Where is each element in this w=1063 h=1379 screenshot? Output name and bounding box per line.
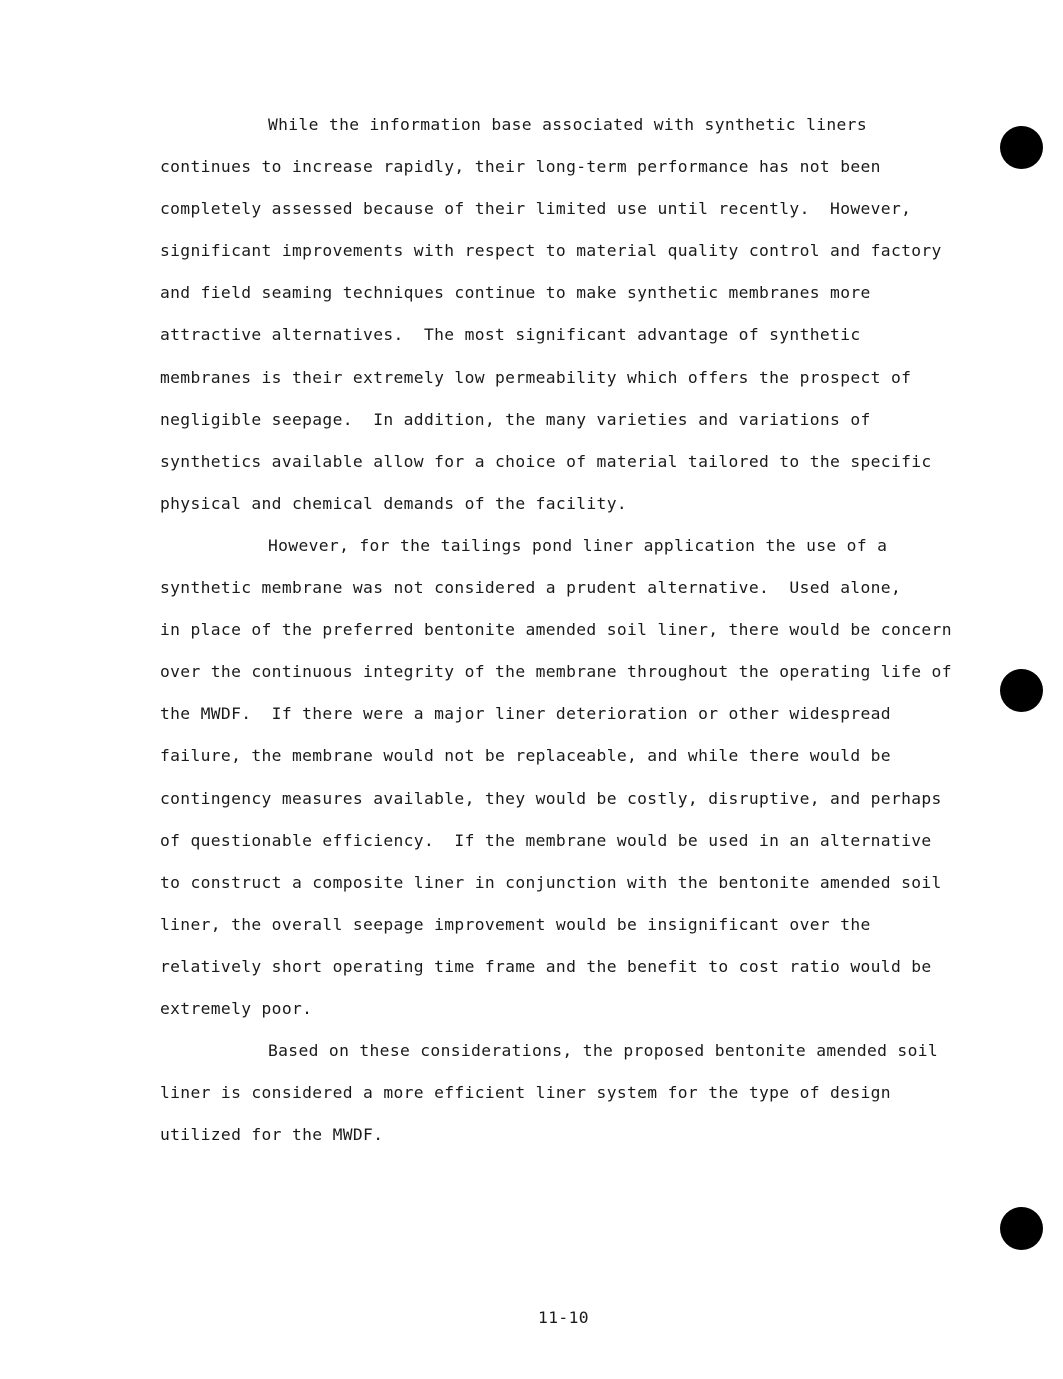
paragraph-1 [160,104,1000,525]
text-line: liner, the overall seepage improvement would be insignificant over the [160,914,871,934]
text-line: liner is considered a more efficient liner system for the type of design [160,1083,891,1103]
text-line: synthetics available allow for a choice of material tailored to the specific [160,451,932,471]
text-line: membranes is their extremely low permeability which offers the prospect of [160,367,912,387]
text-line: continues to increase rapidly, their long-term performance has not been [160,157,881,177]
page-number: 11-10 [538,1308,590,1327]
text-line: the MWDF. If there were a major liner deterioration or other widespread [160,704,891,724]
text-line: and field seaming techniques continue to make synthetic membranes more [160,283,871,303]
text-line: of questionable efficiency. If the membrane would be used in an alternative [160,830,932,850]
punch-hole-bottom [1000,1207,1043,1250]
text-line: over the continuous integrity of the membrane throughout the operating life of [160,662,952,682]
text-line: relatively short operating time frame and the benefit to cost ratio would be [160,956,932,976]
paragraph-2 [160,525,1000,1030]
text-line: attractive alternatives. The most significant advantage of synthetic [160,325,861,345]
text-line: However, for the tailings pond liner application the use of a [268,535,888,555]
text-line: in place of the preferred bentonite amended soil liner, there would be concern [160,620,952,640]
text-line: While the information base associated with synthetic liners [268,115,867,134]
body-text [160,104,1000,1156]
text-line: contingency measures available, they would be costly, disruptive, and perhaps [160,788,942,808]
text-line: significant improvements with respect to material quality control and factory [160,241,942,261]
text-line: to construct a composite liner in conjunction with the bentonite amended soil [160,872,942,892]
paragraph-3 [160,1030,1000,1156]
punch-hole-middle [1000,669,1043,712]
text-line: negligible seepage. In addition, the many varieties and variations of [160,409,871,429]
punch-hole-top [1000,126,1043,169]
text-line: extremely poor. [160,998,313,1018]
text-line: completely assessed because of their limited use until recently. However, [160,199,912,219]
text-line: Based on these considerations, the proposed bentonite amended soil [268,1041,939,1061]
text-line: failure, the membrane would not be replaceable, and while there would be [160,746,891,766]
text-line: utilized for the MWDF. [160,1125,384,1145]
text-line: physical and chemical demands of the facility. [160,493,627,513]
text-line: synthetic membrane was not considered a prudent alternative. Used alone, [160,578,902,598]
